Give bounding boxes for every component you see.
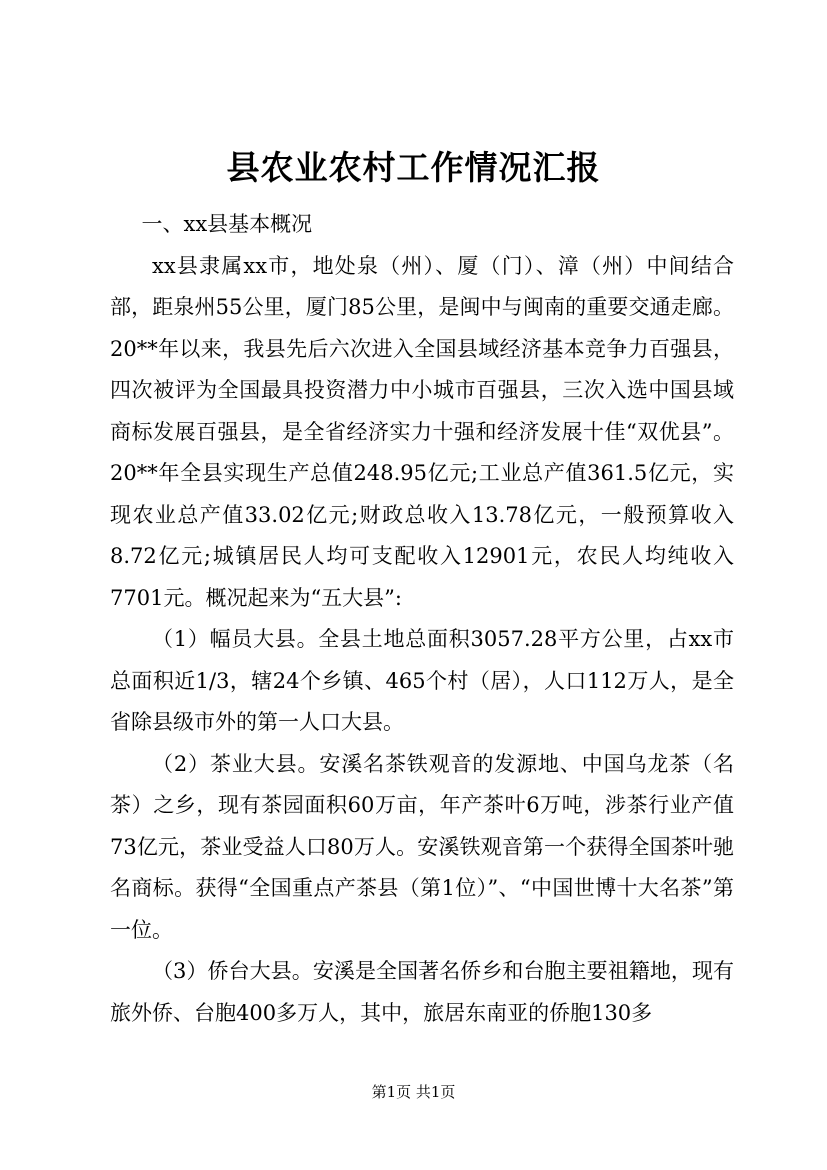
page-footer: 第1页 共1页 <box>371 1083 456 1101</box>
paragraph-overview: xx县隶属xx市，地处泉（州）、厦（门）、漳（州）中间结合部，距泉州55公里，厦门85公里，是闽中与闽南的重要交通走廊。20**年以来，我县先后六次进入全国县域经济基本竞争力百强县，四次被评为全国最具投资潜力中小城市百强县，三次入选中国县域商标发展百强县，是全省经济实力十强和经济发展十佳“双优县”。20**年全县实现生产总值248.95亿元;工业总产值361.5亿元，实现农业总产值33.02亿元;财政总收入13.78亿元，一般预算收入8.72亿元;城镇居民人均可支配收入12901元，农民人均纯收入7701元。概况起来为“五大县”: <box>110 253 734 610</box>
paragraph-area: （1）幅员大县。全县土地总面积3057.28平方公里，占xx市总面积近1/3，辖24个乡镇、465个村（居），人口112万人，是全省除县级市外的第一人口大县。 <box>110 627 734 734</box>
paragraph-overseas: （3）侨台大县。安溪是全国著名侨乡和台胞主要祖籍地，现有旅外侨、台胞400多万人，其中，旅居东南亚的侨胞130多 <box>110 959 734 1025</box>
paragraph-tea: （2）茶业大县。安溪名茶铁观音的发源地、中国乌龙茶（名茶）之乡，现有茶园面积60万亩，年产茶叶6万吨，涉茶行业产值73亿元，茶业受益人口80万人。安溪铁观音第一个获得全国茶叶驰名商标。获得“全国重点产茶县（第1位）”、“中国世博十大名茶”第一位。 <box>110 751 734 942</box>
section-heading: 一、xx县基本概况 <box>141 212 313 236</box>
document-body <box>110 204 734 1034</box>
document-title: 县农业农村工作情况汇报 <box>226 148 601 187</box>
